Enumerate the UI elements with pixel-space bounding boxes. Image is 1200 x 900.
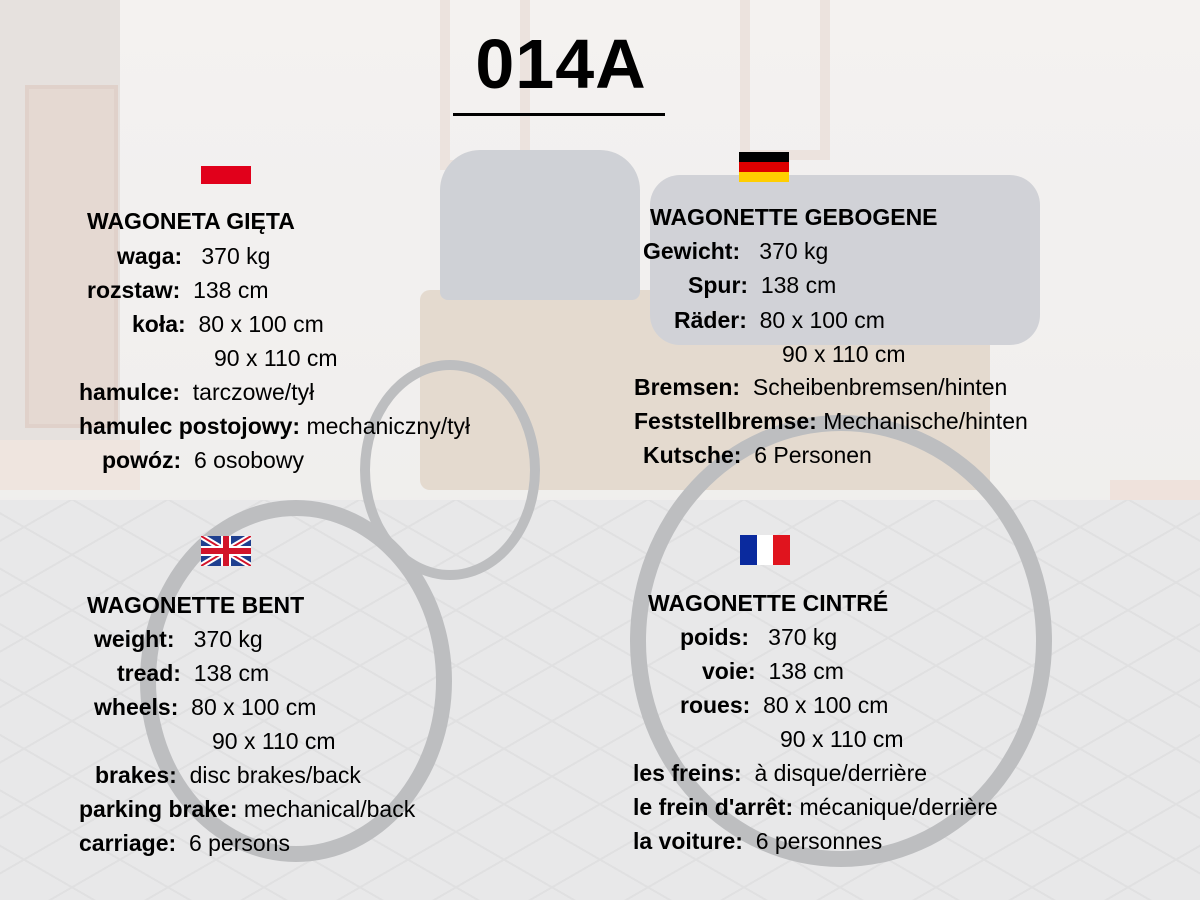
en-heading: WAGONETTE BENT: [87, 592, 305, 618]
pl-row-carriage: powóz: 6 osobowy: [102, 447, 304, 473]
en-row-wheels: wheels: 80 x 100 cm: [94, 694, 317, 720]
fr-heading: WAGONETTE CINTRÉ: [648, 590, 889, 616]
pl-row-track: rozstaw: 138 cm: [87, 277, 269, 303]
de-row-wheels-alt: 90 x 110 cm: [782, 341, 906, 367]
en-row-weight: weight: 370 kg: [94, 626, 263, 652]
fr-row-carriage: la voiture: 6 personnes: [633, 828, 883, 854]
pl-row-brakes: hamulce: tarczowe/tył: [79, 379, 315, 405]
pl-row-wheels-alt: 90 x 110 cm: [214, 345, 338, 371]
fr-row-track: voie: 138 cm: [702, 658, 844, 684]
de-row-parking-brake: Feststellbremse: Mechanische/hinten: [634, 408, 1028, 434]
de-row-carriage: Kutsche: 6 Personen: [643, 442, 872, 468]
fr-row-brakes: les freins: à disque/derrière: [633, 760, 928, 786]
pl-row-weight: waga: 370 kg: [117, 243, 271, 269]
de-row-track: Spur: 138 cm: [688, 272, 837, 298]
fr-row-wheels-alt: 90 x 110 cm: [780, 726, 904, 752]
pl-row-parking-brake: hamulec postojowy: mechaniczny/tył: [79, 413, 471, 439]
uk-flag-icon: [201, 536, 251, 566]
de-row-brakes: Bremsen: Scheibenbremsen/hinten: [634, 374, 1008, 400]
en-row-carriage: carriage: 6 persons: [79, 830, 290, 856]
title-underline: [453, 113, 665, 116]
en-row-tread: tread: 138 cm: [117, 660, 270, 686]
fr-row-wheels: roues: 80 x 100 cm: [680, 692, 889, 718]
germany-flag-icon: [739, 152, 789, 182]
pl-heading: WAGONETA GIĘTA: [87, 208, 295, 234]
de-row-weight: Gewicht: 370 kg: [643, 238, 829, 264]
en-row-wheels-alt: 90 x 110 cm: [212, 728, 336, 754]
poland-flag-icon: [201, 166, 251, 184]
de-row-wheels: Räder: 80 x 100 cm: [674, 307, 885, 333]
france-flag-icon: [740, 535, 790, 565]
de-heading: WAGONETTE GEBOGENE: [650, 204, 938, 230]
fr-row-weight: poids: 370 kg: [680, 624, 838, 650]
en-row-parking-brake: parking brake: mechanical/back: [79, 796, 416, 822]
fr-row-parking-brake: le frein d'arrêt: mécanique/derrière: [633, 794, 998, 820]
model-title: 014A: [475, 25, 647, 103]
pl-row-wheels: koła: 80 x 100 cm: [132, 311, 324, 337]
en-row-brakes: brakes: disc brakes/back: [95, 762, 361, 788]
